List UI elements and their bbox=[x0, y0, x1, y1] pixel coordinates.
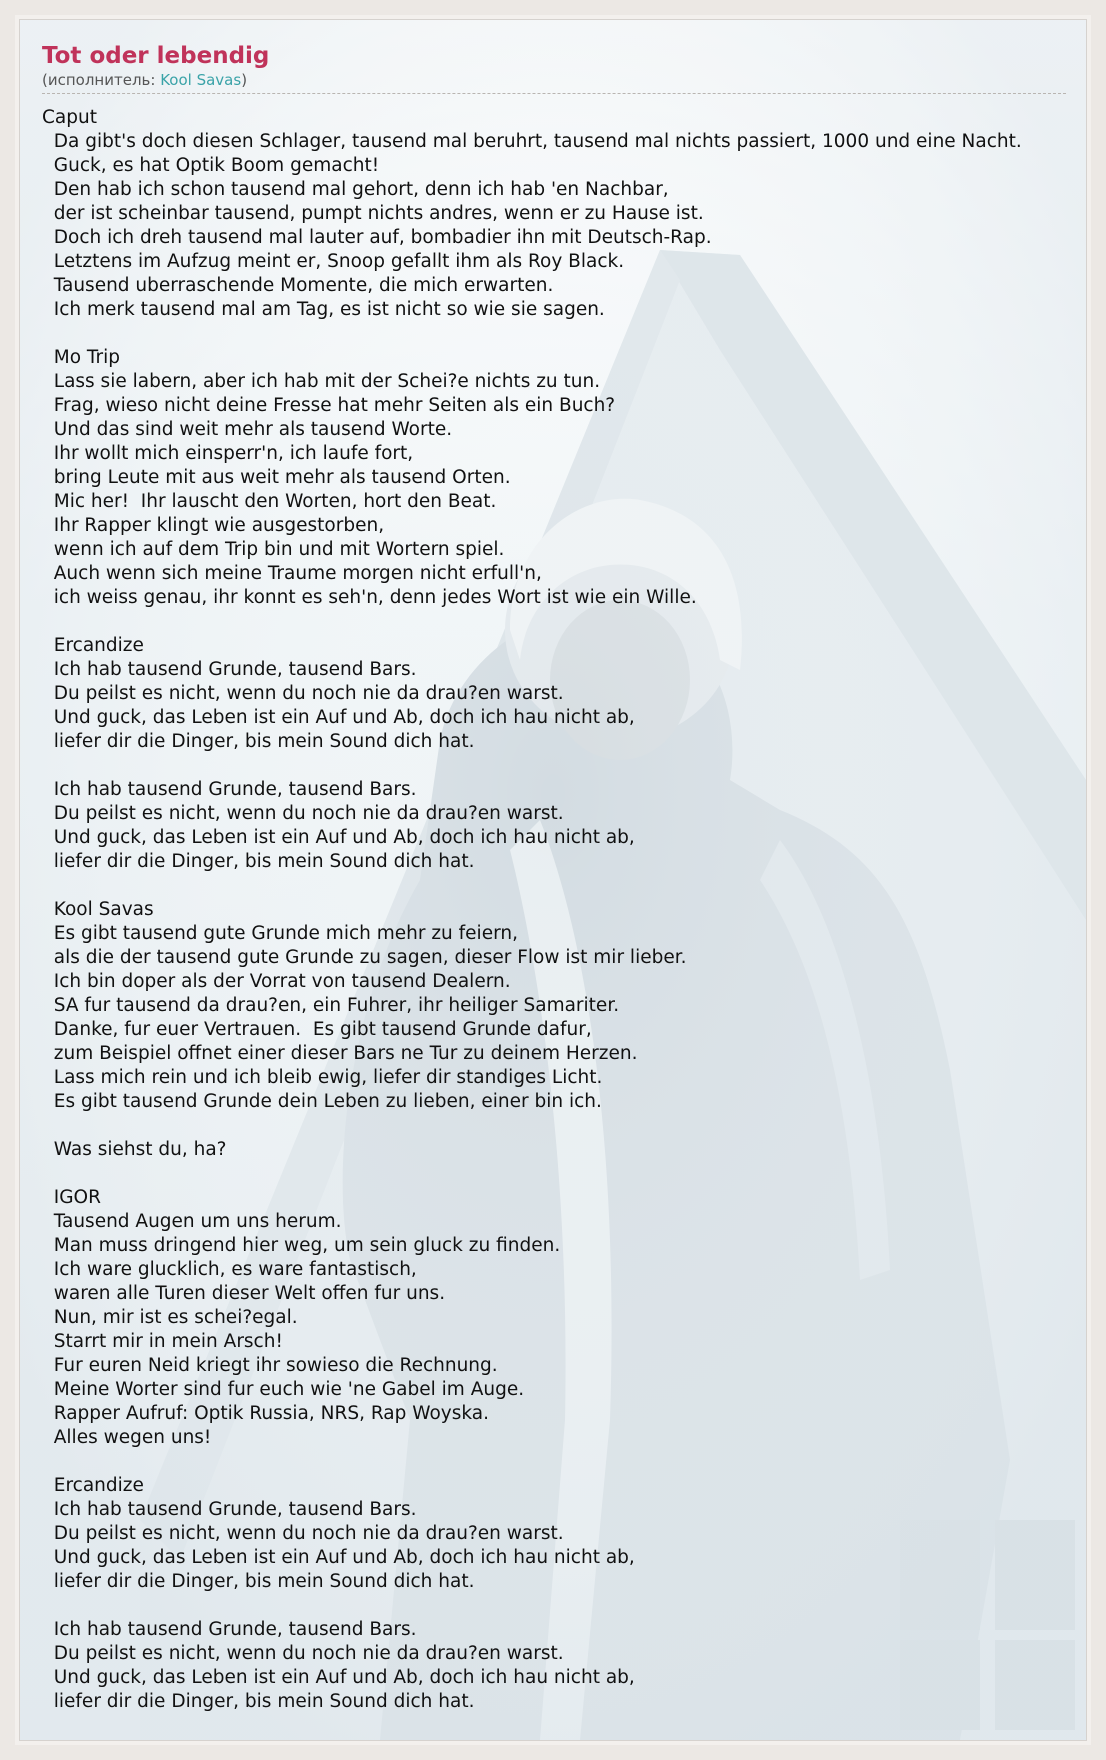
lyric-line: Tausend uberraschende Momente, die mich erwarten. bbox=[42, 275, 554, 296]
lyric-blank-line bbox=[42, 1114, 1086, 1138]
lyric-line: Ich hab tausend Grunde, tausend Bars. bbox=[42, 1619, 417, 1640]
lyric-line: liefer dir die Dinger, bis mein Sound dich hat. bbox=[42, 731, 475, 752]
lyric-line: Mo Trip bbox=[42, 347, 120, 368]
lyric-line: Und guck, das Leben ist ein Auf und Ab, doch ich hau nicht ab, bbox=[42, 827, 635, 848]
lyric-line: Ercandize bbox=[42, 1475, 144, 1496]
lyric-line: Frag, wieso nicht deine Fresse hat mehr Seiten als ein Buch? bbox=[42, 395, 616, 416]
lyric-line: Fur euren Neid kriegt ihr sowieso die Rechnung. bbox=[42, 1355, 498, 1376]
lyric-line: SA fur tausend da drau?en, ein Fuhrer, ihr heiliger Samariter. bbox=[42, 995, 620, 1016]
lyric-blank-line bbox=[42, 1450, 1086, 1474]
lyric-line: Meine Worter sind fur euch wie 'ne Gabel im Auge. bbox=[42, 1379, 525, 1400]
lyrics-text bbox=[42, 106, 1086, 1714]
lyric-line: Man muss dringend hier weg, um sein gluck zu finden. bbox=[42, 1235, 561, 1256]
lyric-line: Ich bin doper als der Vorrat von tausend Dealern. bbox=[42, 971, 511, 992]
lyric-line: Guck, es hat Optik Boom gemacht! bbox=[42, 155, 380, 176]
lyric-line: Kool Savas bbox=[42, 899, 154, 920]
lyric-line: Ercandize bbox=[42, 635, 144, 656]
lyric-line: liefer dir die Dinger, bis mein Sound dich hat. bbox=[42, 1571, 475, 1592]
artist-line bbox=[42, 70, 1066, 94]
lyric-blank-line bbox=[42, 1162, 1086, 1186]
lyric-line: Ich ware glucklich, es ware fantastisch, bbox=[42, 1259, 417, 1280]
lyric-line: IGOR bbox=[42, 1187, 101, 1208]
lyric-line: Ich hab tausend Grunde, tausend Bars. bbox=[42, 779, 417, 800]
lyric-line: Mic her! Ihr lauscht den Worten, hort den Beat. bbox=[42, 491, 497, 512]
lyric-line: liefer dir die Dinger, bis mein Sound dich hat. bbox=[42, 1691, 475, 1712]
lyric-line: wenn ich auf dem Trip bin und mit Wortern spiel. bbox=[42, 539, 505, 560]
song-content bbox=[20, 20, 1086, 1714]
lyric-blank-line bbox=[42, 754, 1086, 778]
lyric-line: Tausend Augen um uns herum. bbox=[42, 1211, 342, 1232]
lyric-line: Und das sind weit mehr als tausend Worte. bbox=[42, 419, 453, 440]
lyric-blank-line bbox=[42, 874, 1086, 898]
lyric-line: Ich merk tausend mal am Tag, es ist nicht so wie sie sagen. bbox=[42, 299, 605, 320]
lyric-line: Lass mich rein und ich bleib ewig, liefer dir standiges Licht. bbox=[42, 1067, 603, 1088]
lyric-line: Doch ich dreh tausend mal lauter auf, bombadier ihn mit Deutsch-Rap. bbox=[42, 227, 712, 248]
lyric-line: Und guck, das Leben ist ein Auf und Ab, doch ich hau nicht ab, bbox=[42, 707, 635, 728]
lyric-line: als die der tausend gute Grunde zu sagen, dieser Flow ist mir lieber. bbox=[42, 947, 687, 968]
lyric-line: der ist scheinbar tausend, pumpt nichts andres, wenn er zu Hause ist. bbox=[42, 203, 704, 224]
lyric-line: Was siehst du, ha? bbox=[42, 1139, 227, 1160]
lyric-line: Und guck, das Leben ist ein Auf und Ab, doch ich hau nicht ab, bbox=[42, 1547, 635, 1568]
lyric-line: zum Beispiel offnet einer dieser Bars ne Tur zu deinem Herzen. bbox=[42, 1043, 638, 1064]
lyric-line: bring Leute mit aus weit mehr als tausend Orten. bbox=[42, 467, 511, 488]
lyric-line: Es gibt tausend Grunde dein Leben zu lieben, einer bin ich. bbox=[42, 1091, 602, 1112]
lyric-line: Und guck, das Leben ist ein Auf und Ab, doch ich hau nicht ab, bbox=[42, 1667, 635, 1688]
lyric-line: Ich hab tausend Grunde, tausend Bars. bbox=[42, 1499, 417, 1520]
song-title: Tot oder lebendig bbox=[42, 43, 270, 69]
lyric-line: Ich hab tausend Grunde, tausend Bars. bbox=[42, 659, 417, 680]
lyric-line: Auch wenn sich meine Traume morgen nicht erfull'n, bbox=[42, 563, 542, 584]
lyric-blank-line bbox=[42, 322, 1086, 346]
artist-link[interactable]: Kool Savas bbox=[160, 71, 242, 89]
lyric-line: Du peilst es nicht, wenn du noch nie da drau?en warst. bbox=[42, 1523, 564, 1544]
lyric-line: Nun, mir ist es schei?egal. bbox=[42, 1307, 298, 1328]
lyric-line: Lass sie labern, aber ich hab mit der Schei?e nichts zu tun. bbox=[42, 371, 601, 392]
lyric-line: Danke, fur euer Vertrauen. Es gibt tausend Grunde dafur, bbox=[42, 1019, 592, 1040]
lyric-line: ich weiss genau, ihr konnt es seh'n, denn jedes Wort ist wie ein Wille. bbox=[42, 587, 697, 608]
lyric-line: Du peilst es nicht, wenn du noch nie da drau?en warst. bbox=[42, 803, 564, 824]
lyric-line: liefer dir die Dinger, bis mein Sound dich hat. bbox=[42, 851, 475, 872]
lyric-line: Rapper Aufruf: Optik Russia, NRS, Rap Woyska. bbox=[42, 1403, 489, 1424]
lyric-blank-line bbox=[42, 610, 1086, 634]
lyric-line: Letztens im Aufzug meint er, Snoop gefallt ihm als Roy Black. bbox=[42, 251, 625, 272]
lyric-line: Den hab ich schon tausend mal gehort, denn ich hab 'en Nachbar, bbox=[42, 179, 669, 200]
artist-suffix: ) bbox=[241, 71, 248, 89]
artist-prefix: (исполнитель: bbox=[42, 71, 161, 89]
lyric-line: Du peilst es nicht, wenn du noch nie da drau?en warst. bbox=[42, 1643, 564, 1664]
lyric-line: Starrt mir in mein Arsch! bbox=[42, 1331, 283, 1352]
lyric-line: Ihr wollt mich einsperr'n, ich laufe fort, bbox=[42, 443, 414, 464]
lyric-blank-line bbox=[42, 1594, 1086, 1618]
lyric-line: Caput bbox=[42, 107, 97, 128]
lyric-line: Du peilst es nicht, wenn du noch nie da drau?en warst. bbox=[42, 683, 564, 704]
lyric-line: Es gibt tausend gute Grunde mich mehr zu feiern, bbox=[42, 923, 518, 944]
lyric-line: Ihr Rapper klingt wie ausgestorben, bbox=[42, 515, 385, 536]
lyric-line: Da gibt's doch diesen Schlager, tausend mal beruhrt, tausend mal nichts passiert, 1000 und eine Nacht. bbox=[42, 131, 1022, 152]
lyric-line: Alles wegen uns! bbox=[42, 1427, 212, 1448]
lyric-line: waren alle Turen dieser Welt offen fur uns. bbox=[42, 1283, 446, 1304]
lyrics-card bbox=[19, 19, 1087, 1741]
